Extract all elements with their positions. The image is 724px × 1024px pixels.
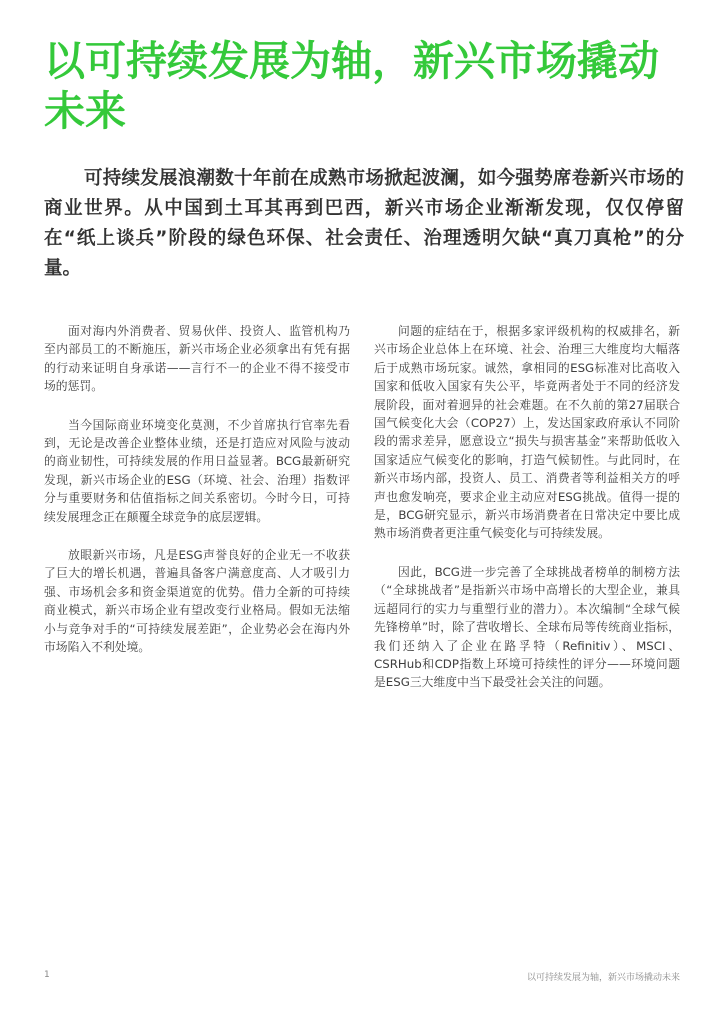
body-paragraph: 面对海内外消费者、贸易伙伴、投资人、监管机构乃至内部员工的不断施压，新兴市场企业必须拿出有凭有据的行动来证明自身承诺——言行不一的企业不得不接受市场的惩罚。 bbox=[44, 324, 350, 394]
body-paragraph: 因此，BCG进一步完善了全球挑战者榜单的制榜方法（“全球挑战者”是指新兴市场中高增长的大型企业，兼具远超同行的实力与重塑行业的潜力）。本次编制“全球气候先锋榜单”时，除了营收增长、全球布局等传统商业指标，我们还纳入了企业在路孚特（Refinitiv）、MSCI、CSRHub和CDP指数上环境可持续性的评分——环境问题是ESG三大维度中当下最受社会关注的问题。 bbox=[374, 564, 680, 690]
right-column bbox=[374, 322, 680, 712]
page-title: 以可持续发展为轴，新兴市场撬动未来 bbox=[44, 37, 659, 135]
left-column bbox=[44, 322, 350, 677]
lead-paragraph: 可持续发展浪潮数十年前在成熟市场掀起波澜，如今强势席卷新兴市场的商业世界。从中国到土耳其再到巴西，新兴市场企业渐渐发现，仅仅停留在“纸上谈兵”阶段的绿色环保、社会责任、治理透明欠缺“真刀真枪”的分量。 bbox=[44, 168, 684, 279]
body-paragraph: 当今国际商业环境变化莫测，不少首席执行官率先看到，无论是改善企业整体业绩，还是打造应对风险与波动的商业韧性，可持续发展的作用日益显著。BCG最新研究发现，新兴市场企业的ESG（环境、社会、治理）指数评分与重要财务和估值指标之间关系密切。今时今日，可持续发展理念正在颠覆全球竞争的底层逻辑。 bbox=[44, 417, 350, 524]
body-paragraph: 放眼新兴市场，凡是ESG声誉良好的企业无一不收获了巨大的增长机遇，普遍具备客户满意度高、人才吸引力强、市场机会多和资金渠道宽的优势。借力全新的可持续商业模式，新兴市场企业有望改变行业格局。假如无法缩小与竞争对手的“可持续发展差距”，企业势必会在海内外市场陷入不利处境。 bbox=[44, 548, 350, 655]
running-title: 以可持续发展为轴，新兴市场撬动未来 bbox=[526, 973, 680, 983]
body-paragraph: 问题的症结在于，根据多家评级机构的权威排名，新兴市场企业总体上在环境、社会、治理三大维度均大幅落后于成熟市场玩家。诚然，拿相同的ESG标准对比高收入国家和低收入国家有失公平，毕竟两者处于不同的经济发展阶段，面对着迥异的社会难题。在不久前的第27届联合国气候变化大会（COP27）上，发达国家政府承认不同阶段的需求差异，愿意设立“损失与损害基金”来帮助低收入国家适应气候变化的影响，打造气候韧性。与此同时，在新兴市场内部，投资人、员工、消费者等利益相关方的呼声也愈发响亮，要求企业主动应对ESG挑战。值得一提的是，BCG研究显示，新兴市场消费者在日常决定中要比成熟市场消费者更注重气候变化与可持续发展。 bbox=[374, 324, 680, 541]
page-number: 1 bbox=[44, 970, 50, 980]
